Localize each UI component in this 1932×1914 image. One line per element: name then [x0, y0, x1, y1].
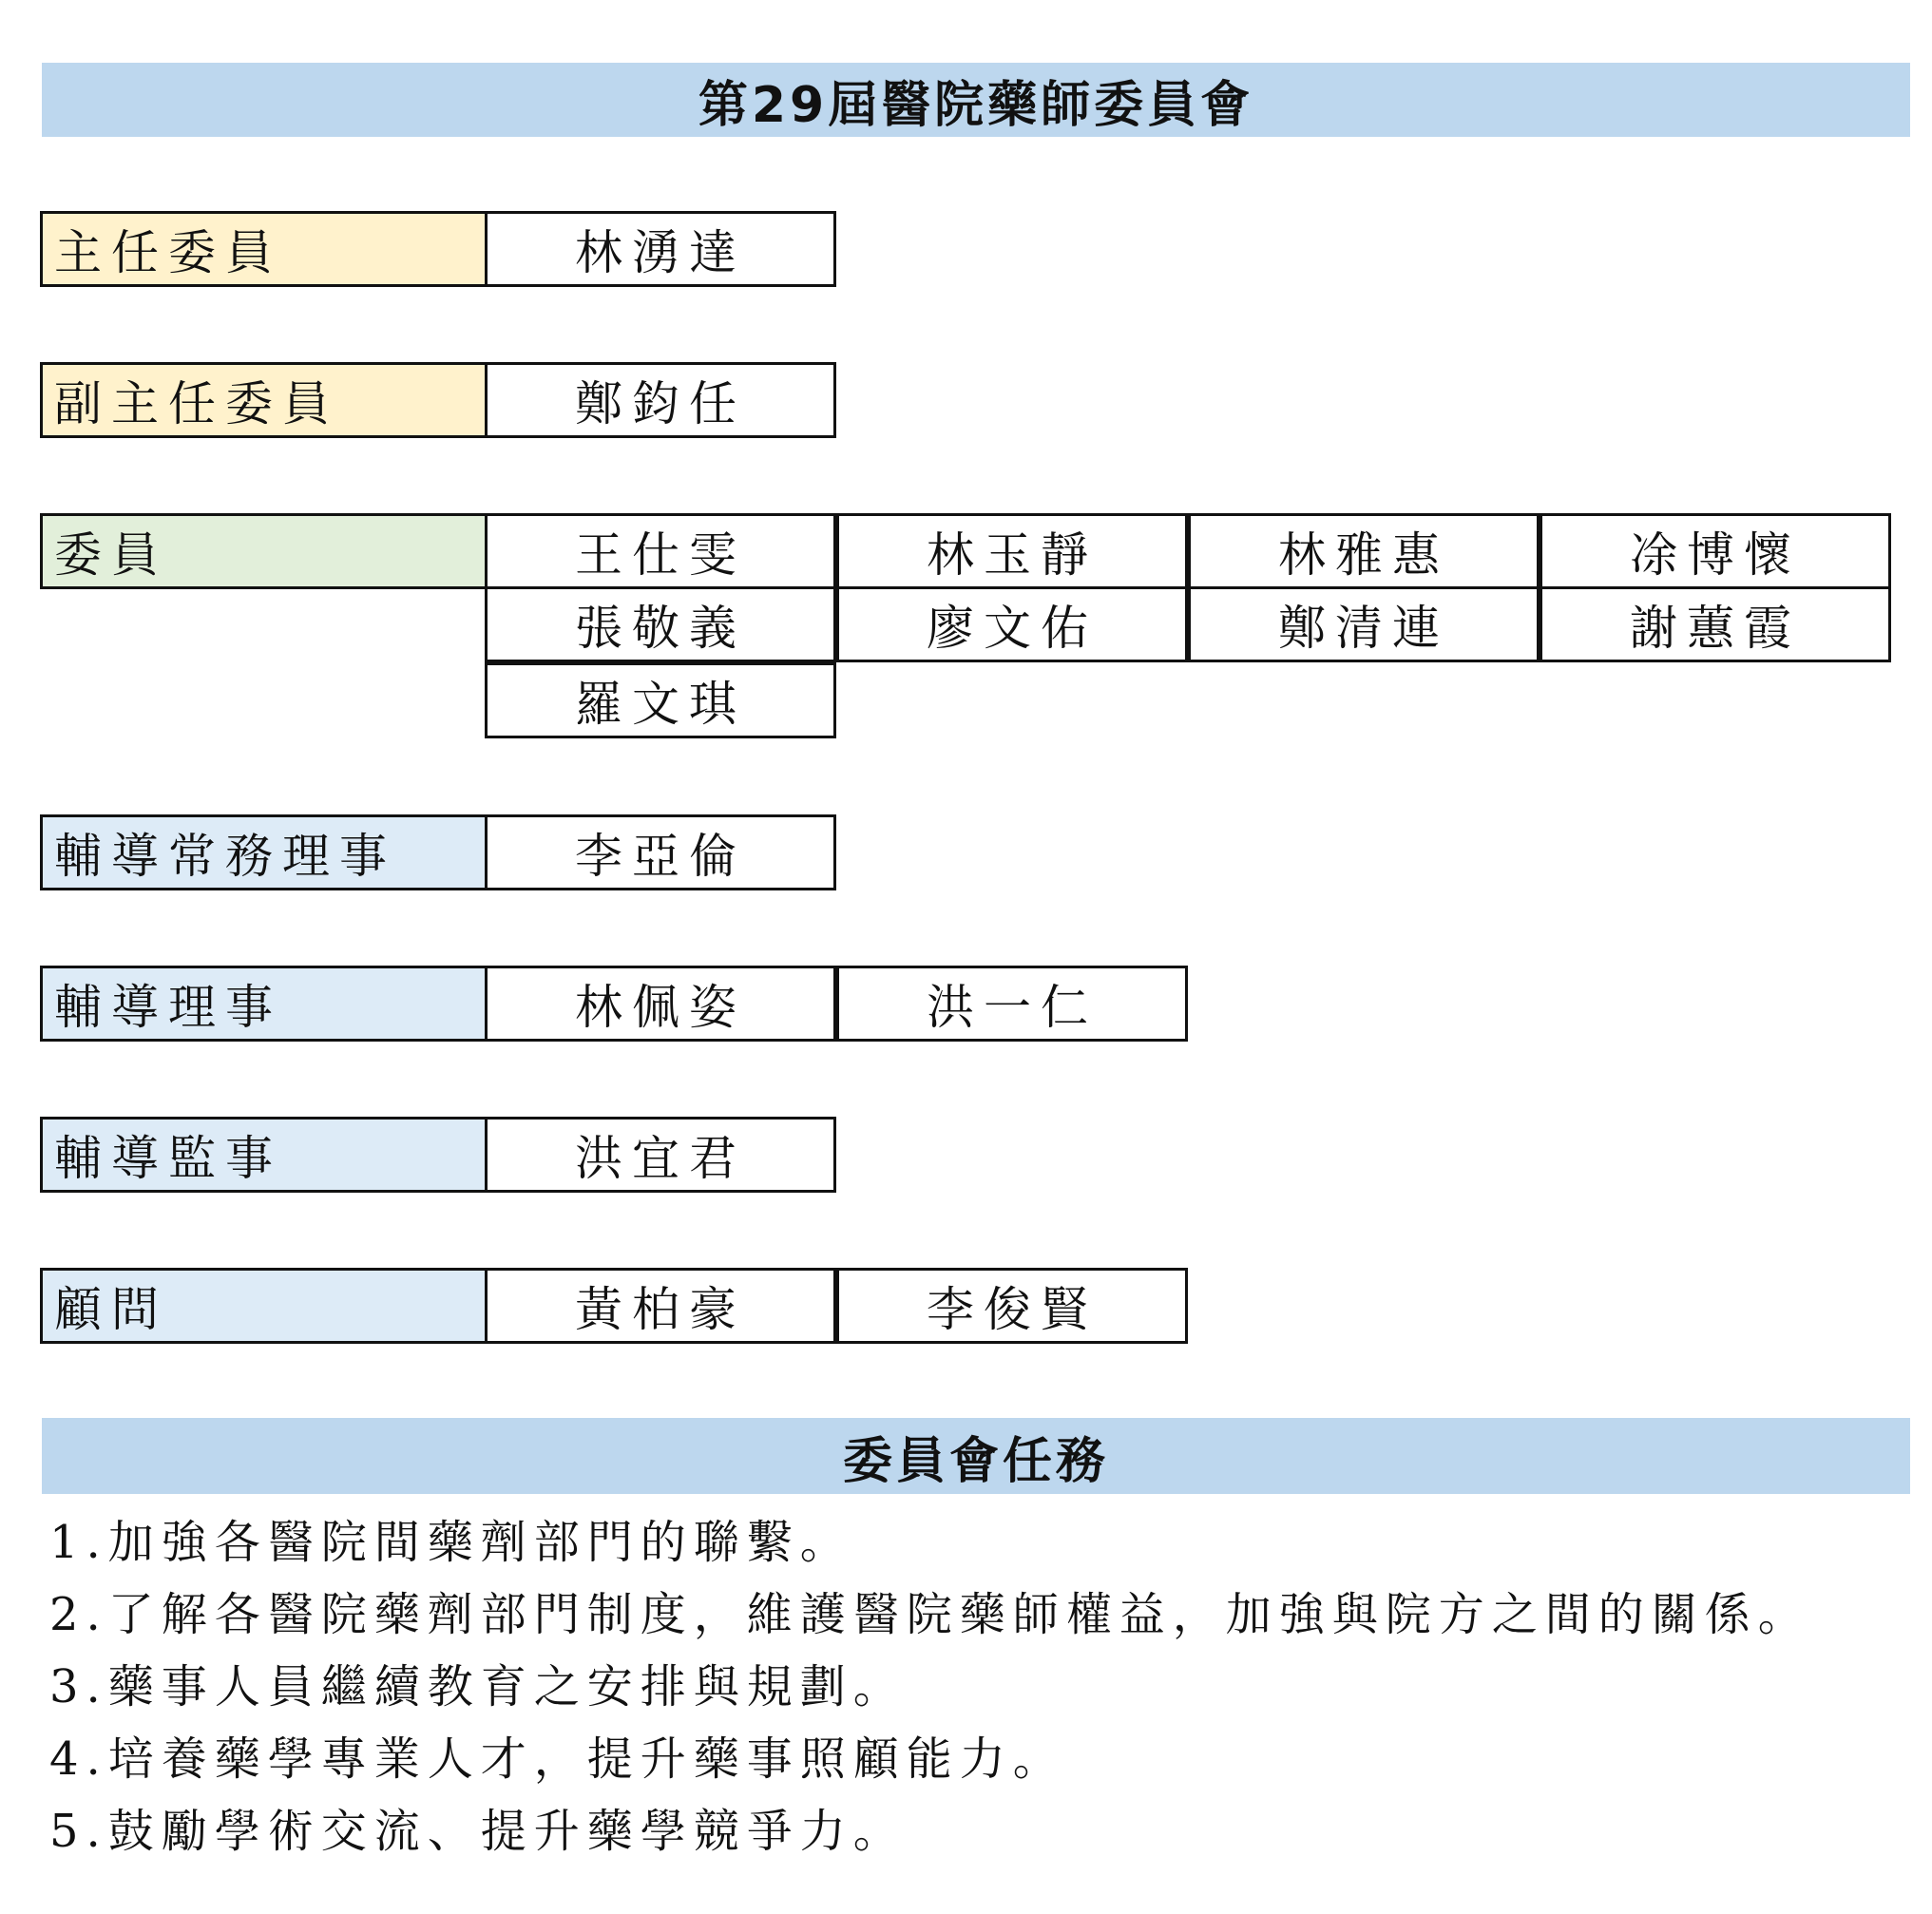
- member-name: 黃柏豪: [485, 1268, 836, 1344]
- member-name: 洪宜君: [485, 1117, 836, 1193]
- member-name: 林湧達: [485, 211, 836, 287]
- role-label: 委員: [40, 513, 490, 589]
- member-name: 鄭清連: [1188, 586, 1540, 662]
- member-name: 林玉靜: [836, 513, 1188, 589]
- member-list: [488, 211, 1894, 287]
- member-name: 張敬義: [485, 586, 836, 662]
- role-label: 輔導常務理事: [40, 814, 490, 890]
- member-name: 林佩姿: [485, 966, 836, 1042]
- role-label: 主任委員: [40, 211, 490, 287]
- member-name: 王仕雯: [485, 513, 836, 589]
- mission-item: 5.鼓勵學術交流、提升藥學競爭力。: [49, 1804, 907, 1858]
- role-row-advisory-director: [40, 966, 1894, 1042]
- role-row-members: [40, 513, 1894, 732]
- role-label: 輔導監事: [40, 1117, 490, 1193]
- role-row-advisory-executive-director: [40, 814, 1894, 890]
- member-list: [488, 513, 1894, 732]
- member-list: [488, 966, 1894, 1042]
- member-name: 凃博懷: [1540, 513, 1891, 589]
- role-row-vice-chair: [40, 362, 1894, 438]
- member-name: 羅文琪: [485, 662, 836, 738]
- member-name: 李俊賢: [836, 1268, 1188, 1344]
- role-row-advisory-supervisor: [40, 1117, 1894, 1193]
- member-list: [488, 1117, 1894, 1193]
- role-label: 輔導理事: [40, 966, 490, 1042]
- mission-item: 3.藥事人員繼續教育之安排與規劃。: [49, 1659, 907, 1713]
- member-name: 林雅惠: [1188, 513, 1540, 589]
- member-name: 謝蕙霞: [1540, 586, 1891, 662]
- role-row-consultant: [40, 1268, 1894, 1344]
- role-label: 副主任委員: [40, 362, 490, 438]
- member-list: [488, 814, 1894, 890]
- member-name: 洪一仁: [836, 966, 1188, 1042]
- role-row-chair: [40, 211, 1894, 287]
- mission-item: 4.培養藥學專業人才，提升藥事照顧能力。: [49, 1732, 1066, 1786]
- member-name: 李亞倫: [485, 814, 836, 890]
- mission-item: 2.了解各醫院藥劑部門制度，維護醫院藥師權益，加強與院方之間的關係。: [49, 1587, 1811, 1641]
- mission-item: 1.加強各醫院間藥劑部門的聯繫。: [49, 1515, 853, 1569]
- mission-list: [49, 1502, 1912, 1863]
- member-list: [488, 1268, 1894, 1344]
- member-list: [488, 362, 1894, 438]
- role-label: 顧問: [40, 1268, 490, 1344]
- member-name: 鄭鈞任: [485, 362, 836, 438]
- member-name: 廖文佑: [836, 586, 1188, 662]
- page-title: 第29屆醫院藥師委員會: [42, 63, 1910, 137]
- mission-heading: 委員會任務: [42, 1418, 1910, 1494]
